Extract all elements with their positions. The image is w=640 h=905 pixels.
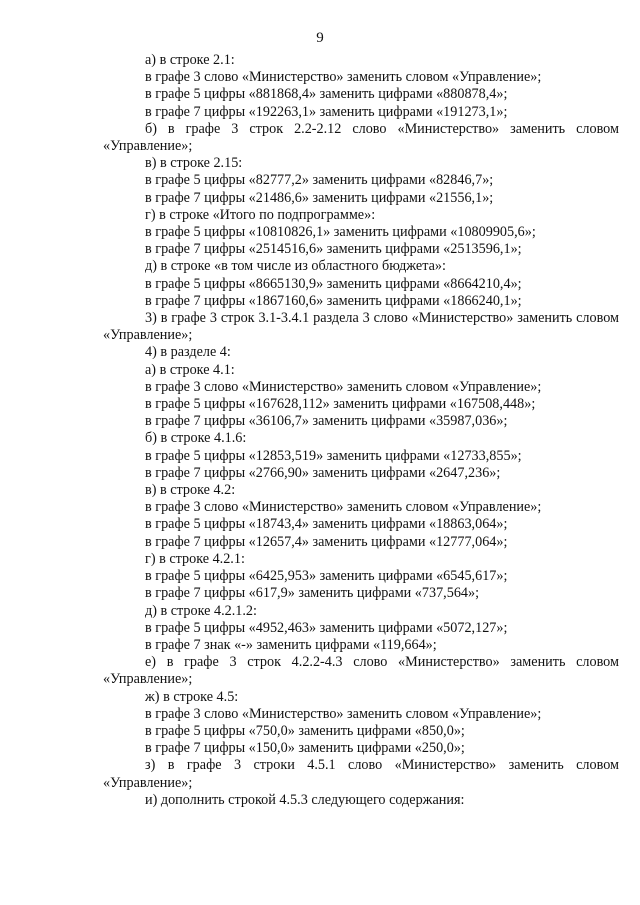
text-line: в графе 3 слово «Министерство» заменить словом «Управление»; xyxy=(145,705,542,722)
text-line: в) в строке 4.2: xyxy=(145,482,236,499)
text-line: и) дополнить строкой 4.5.3 следующего содержания: xyxy=(145,791,465,808)
page-number: 9 xyxy=(316,30,324,46)
text-line: в графе 5 цифры «18743,4» заменить цифрами «18863,064»; xyxy=(145,516,508,533)
text-line: в графе 7 цифры «21486,6» заменить цифрами «21556,1»; xyxy=(145,189,494,206)
text-line: в графе 3 слово «Министерство» заменить словом «Управление»; xyxy=(145,69,542,86)
text-line: в графе 5 цифры «12853,519» заменить цифрами «12733,855»; xyxy=(145,447,522,464)
text-line: д) в строке 4.2.1.2: xyxy=(145,602,257,619)
text-line: в графе 7 цифры «617,9» заменить цифрами «737,564»; xyxy=(145,585,480,602)
text-line: в графе 3 слово «Министерство» заменить словом «Управление»; xyxy=(145,378,542,395)
text-line: в графе 5 цифры «750,0» заменить цифрами «850,0»; xyxy=(145,722,465,739)
text-line: в графе 7 цифры «36106,7» заменить цифрами «35987,036»; xyxy=(145,413,508,430)
text-line: в графе 5 цифры «167628,112» заменить цифрами «167508,448»; xyxy=(145,396,536,413)
text-line: в графе 7 знак «-» заменить цифрами «119,664»; xyxy=(145,636,437,653)
text-line: а) в строке 2.1: xyxy=(145,52,235,68)
text-line: г) в строке 4.2.1: xyxy=(145,550,245,567)
text-line: в графе 5 цифры «82777,2» заменить цифрами «82846,7»; xyxy=(145,172,494,189)
text-line: д) в строке «в том числе из областного бюджета»: xyxy=(145,258,446,275)
text-paragraph: 3) в графе 3 строк 3.1-3.4.1 раздела 3 слово «Министерство» заменить словом «Управление»; xyxy=(103,310,619,344)
text-line: г) в строке «Итого по подпрограмме»: xyxy=(145,206,376,223)
text-line: в графе 5 цифры «10810826,1» заменить цифрами «10809905,6»; xyxy=(145,224,536,241)
text-line: ж) в строке 4.5: xyxy=(145,688,239,705)
text-line: б) в строке 4.1.6: xyxy=(145,430,247,447)
text-line: а) в строке 4.1: xyxy=(145,361,235,378)
document-body xyxy=(103,52,619,809)
text-line: в графе 7 цифры «1867160,6» заменить цифрами «1866240,1»; xyxy=(145,292,522,309)
text-paragraph: з) в графе 3 строки 4.5.1 слово «Министерство» заменить словом «Управление»; xyxy=(103,757,619,791)
text-paragraph: б) в графе 3 строк 2.2-2.12 слово «Министерство» заменить словом «Управление»; xyxy=(103,120,619,155)
text-line: в графе 7 цифры «150,0» заменить цифрами «250,0»; xyxy=(145,740,465,757)
text-line: в графе 5 цифры «8665130,9» заменить цифрами «8664210,4»; xyxy=(145,275,522,292)
text-line: в графе 5 цифры «881868,4» заменить цифрами «880878,4»; xyxy=(145,86,508,103)
text-line: в графе 7 цифры «2766,90» заменить цифрами «2647,236»; xyxy=(145,464,501,481)
text-line: в графе 7 цифры «2514516,6» заменить цифрами «2513596,1»; xyxy=(145,241,522,258)
text-line: в графе 5 цифры «4952,463» заменить цифрами «5072,127»; xyxy=(145,619,508,636)
text-line: в графе 5 цифры «6425,953» заменить цифрами «6545,617»; xyxy=(145,568,508,585)
text-line: в графе 7 цифры «12657,4» заменить цифрами «12777,064»; xyxy=(145,533,508,550)
text-line: в) в строке 2.15: xyxy=(145,155,243,172)
text-line: в графе 3 слово «Министерство» заменить словом «Управление»; xyxy=(145,499,542,516)
text-paragraph: е) в графе 3 строк 4.2.2-4.3 слово «Министерство» заменить словом «Управление»; xyxy=(103,654,619,688)
text-line: 4) в разделе 4: xyxy=(145,344,231,361)
text-line: в графе 7 цифры «192263,1» заменить цифрами «191273,1»; xyxy=(145,103,508,120)
